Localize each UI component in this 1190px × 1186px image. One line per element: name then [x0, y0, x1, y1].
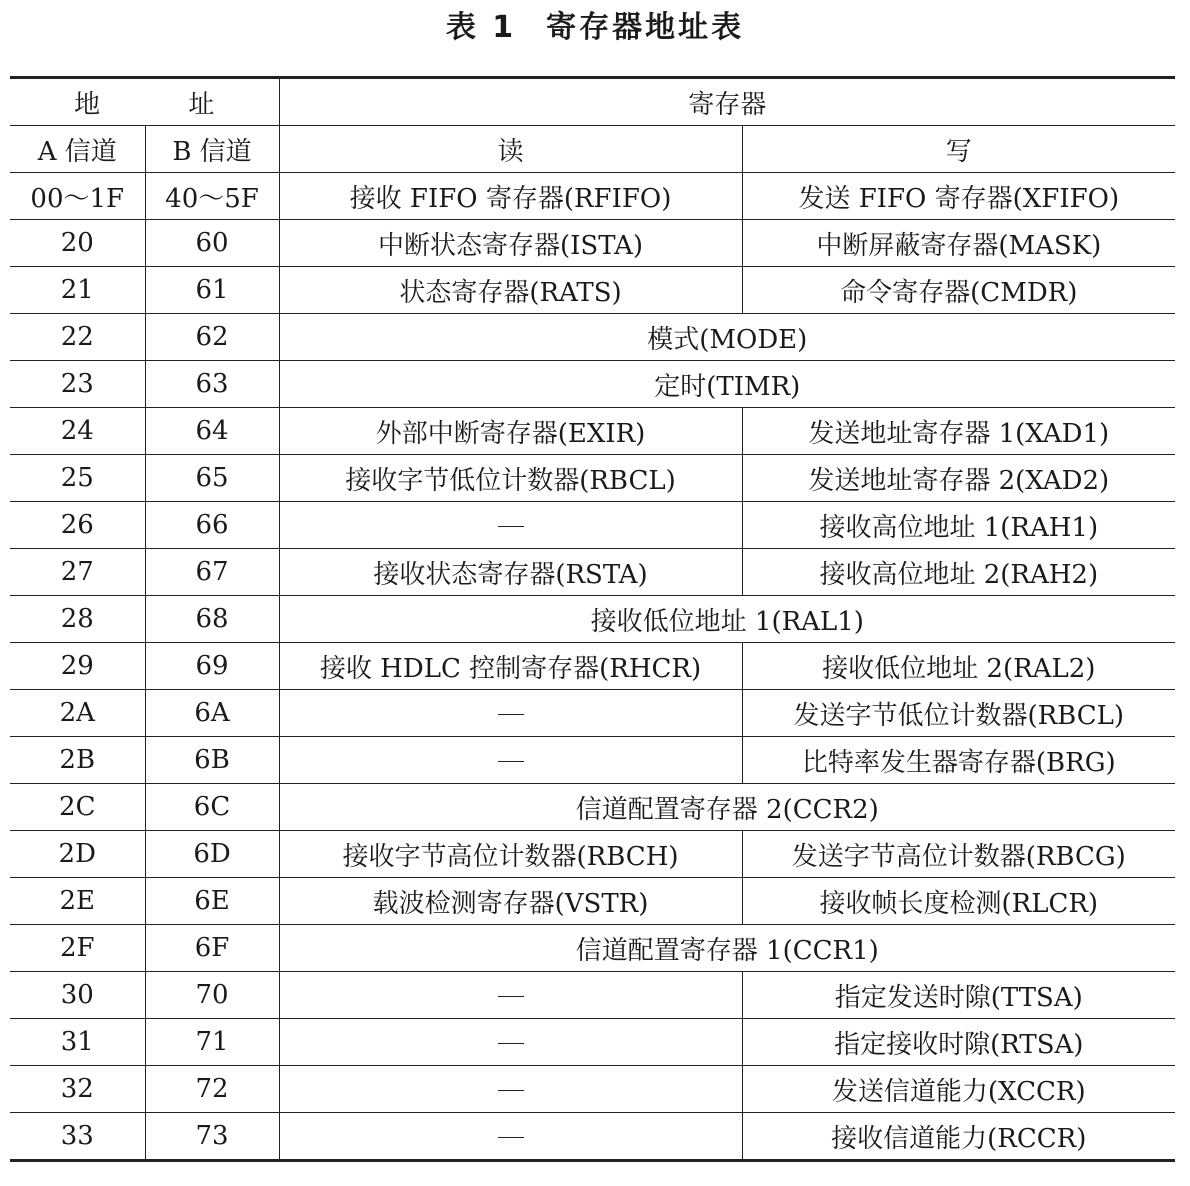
empty-dash	[498, 1137, 524, 1138]
header-read: 读	[279, 126, 742, 173]
register-read-write: 信道配置寄存器 2(CCR2)	[279, 784, 1175, 831]
table-row	[10, 220, 1175, 267]
table-row	[10, 690, 1175, 737]
b-channel-address: 6E	[145, 878, 279, 925]
register-write: 指定接收时隙(RTSA)	[742, 1019, 1175, 1066]
table-row	[10, 502, 1175, 549]
register-write: 比特率发生器寄存器(BRG)	[742, 737, 1175, 784]
register-read	[279, 1019, 742, 1066]
a-channel-address: 2A	[10, 690, 145, 737]
register-read: 接收 FIFO 寄存器(RFIFO)	[279, 173, 742, 220]
register-read: 接收字节低位计数器(RBCL)	[279, 455, 742, 502]
register-read: 接收 HDLC 控制寄存器(RHCR)	[279, 643, 742, 690]
register-read: 中断状态寄存器(ISTA)	[279, 220, 742, 267]
register-write: 命令寄存器(CMDR)	[742, 267, 1175, 314]
a-channel-address: 2E	[10, 878, 145, 925]
table-row	[10, 784, 1175, 831]
a-channel-address: 2F	[10, 925, 145, 972]
register-write: 中断屏蔽寄存器(MASK)	[742, 220, 1175, 267]
b-channel-address: 63	[145, 361, 279, 408]
a-channel-address: 00～1F	[10, 173, 145, 220]
b-channel-address: 6D	[145, 831, 279, 878]
b-channel-address: 61	[145, 267, 279, 314]
empty-dash	[498, 526, 524, 527]
table-row	[10, 1019, 1175, 1066]
table-row	[10, 361, 1175, 408]
a-channel-address: 29	[10, 643, 145, 690]
b-channel-address: 72	[145, 1066, 279, 1113]
register-read: 外部中断寄存器(EXIR)	[279, 408, 742, 455]
a-channel-address: 2B	[10, 737, 145, 784]
table-row	[10, 737, 1175, 784]
b-channel-address: 6F	[145, 925, 279, 972]
table-row	[10, 878, 1175, 925]
register-read	[279, 737, 742, 784]
b-channel-address: 73	[145, 1113, 279, 1161]
register-write: 发送 FIFO 寄存器(XFIFO)	[742, 173, 1175, 220]
b-channel-address: 6B	[145, 737, 279, 784]
empty-dash	[498, 1043, 524, 1044]
header-register: 寄存器	[279, 78, 1175, 126]
register-read	[279, 1066, 742, 1113]
table-row	[10, 408, 1175, 455]
register-read: 状态寄存器(RATS)	[279, 267, 742, 314]
b-channel-address: 65	[145, 455, 279, 502]
register-read	[279, 972, 742, 1019]
b-channel-address: 6A	[145, 690, 279, 737]
register-write: 发送字节高位计数器(RBCG)	[742, 831, 1175, 878]
b-channel-address: 70	[145, 972, 279, 1019]
b-channel-address: 67	[145, 549, 279, 596]
register-write: 发送地址寄存器 1(XAD1)	[742, 408, 1175, 455]
header-b-channel: B 信道	[145, 126, 279, 173]
table-title	[0, 8, 1190, 48]
b-channel-address: 69	[145, 643, 279, 690]
a-channel-address: 25	[10, 455, 145, 502]
b-channel-address: 6C	[145, 784, 279, 831]
register-read	[279, 502, 742, 549]
register-read-write: 信道配置寄存器 1(CCR1)	[279, 925, 1175, 972]
a-channel-address: 2D	[10, 831, 145, 878]
empty-dash	[498, 996, 524, 997]
table-row	[10, 549, 1175, 596]
b-channel-address: 71	[145, 1019, 279, 1066]
b-channel-address: 64	[145, 408, 279, 455]
register-read	[279, 690, 742, 737]
register-write: 发送字节低位计数器(RBCL)	[742, 690, 1175, 737]
register-write: 指定发送时隙(TTSA)	[742, 972, 1175, 1019]
table-body	[10, 173, 1175, 1161]
b-channel-address: 68	[145, 596, 279, 643]
table-row	[10, 925, 1175, 972]
register-read: 载波检测寄存器(VSTR)	[279, 878, 742, 925]
register-address-table	[10, 76, 1175, 1162]
a-channel-address: 27	[10, 549, 145, 596]
register-write: 接收信道能力(RCCR)	[742, 1113, 1175, 1161]
header-a-channel: A 信道	[10, 126, 145, 173]
a-channel-address: 31	[10, 1019, 145, 1066]
register-write: 接收高位地址 2(RAH2)	[742, 549, 1175, 596]
table-caption: 寄存器地址表	[546, 10, 745, 45]
b-channel-address: 40～5F	[145, 173, 279, 220]
register-write: 接收高位地址 1(RAH1)	[742, 502, 1175, 549]
a-channel-address: 22	[10, 314, 145, 361]
a-channel-address: 28	[10, 596, 145, 643]
a-channel-address: 23	[10, 361, 145, 408]
table-row	[10, 972, 1175, 1019]
table-row	[10, 267, 1175, 314]
register-read-write: 接收低位地址 1(RAL1)	[279, 596, 1175, 643]
table-row	[10, 1066, 1175, 1113]
header-write: 写	[742, 126, 1175, 173]
table-row	[10, 314, 1175, 361]
table-row	[10, 831, 1175, 878]
a-channel-address: 24	[10, 408, 145, 455]
register-read-write: 模式(MODE)	[279, 314, 1175, 361]
register-read: 接收状态寄存器(RSTA)	[279, 549, 742, 596]
a-channel-address: 26	[10, 502, 145, 549]
register-write: 接收帧长度检测(RLCR)	[742, 878, 1175, 925]
a-channel-address: 2C	[10, 784, 145, 831]
register-read-write: 定时(TIMR)	[279, 361, 1175, 408]
table-number: 表 1	[445, 10, 517, 45]
register-write: 发送信道能力(XCCR)	[742, 1066, 1175, 1113]
register-read: 接收字节高位计数器(RBCH)	[279, 831, 742, 878]
header-address: 地 址	[10, 78, 279, 126]
a-channel-address: 30	[10, 972, 145, 1019]
b-channel-address: 62	[145, 314, 279, 361]
register-read	[279, 1113, 742, 1161]
b-channel-address: 66	[145, 502, 279, 549]
empty-dash	[498, 761, 524, 762]
table-row	[10, 1113, 1175, 1161]
table-row	[10, 173, 1175, 220]
b-channel-address: 60	[145, 220, 279, 267]
table-row	[10, 455, 1175, 502]
register-write: 发送地址寄存器 2(XAD2)	[742, 455, 1175, 502]
a-channel-address: 20	[10, 220, 145, 267]
table-row	[10, 596, 1175, 643]
a-channel-address: 33	[10, 1113, 145, 1161]
register-write: 接收低位地址 2(RAL2)	[742, 643, 1175, 690]
empty-dash	[498, 714, 524, 715]
a-channel-address: 21	[10, 267, 145, 314]
a-channel-address: 32	[10, 1066, 145, 1113]
empty-dash	[498, 1090, 524, 1091]
table-row	[10, 643, 1175, 690]
